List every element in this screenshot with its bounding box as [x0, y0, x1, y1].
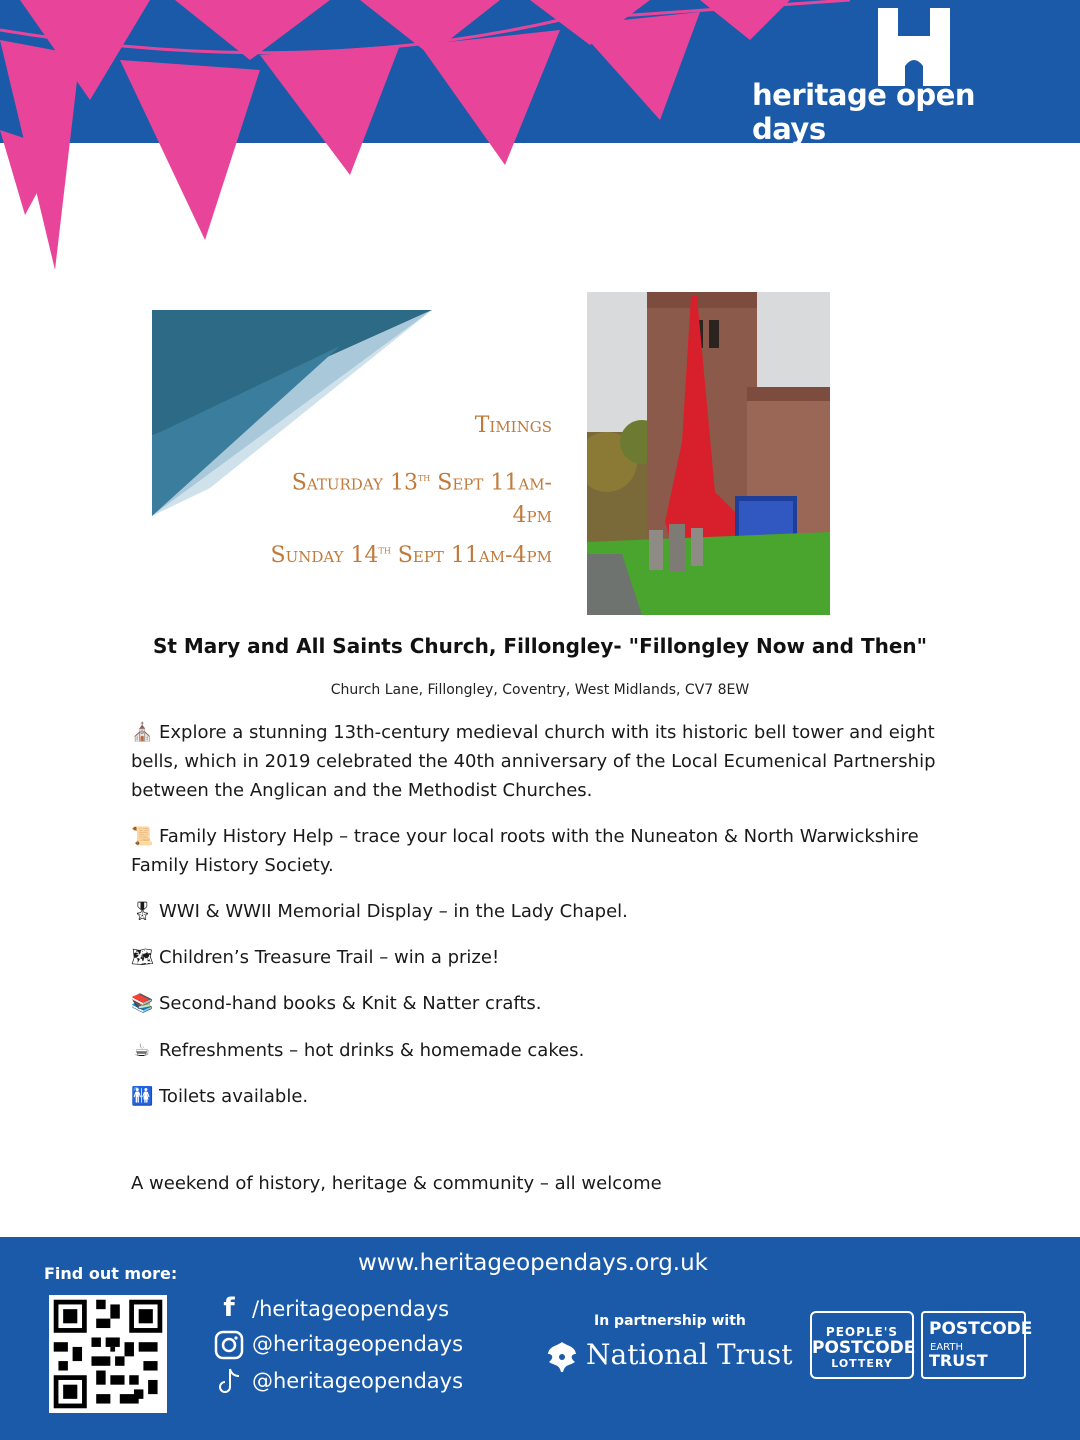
- paragraph-toilets: [131, 1082, 961, 1111]
- sunday-timing: [220, 543, 552, 568]
- bunting-flag: [575, 12, 700, 120]
- paragraph-text: Children’s Treasure Trail – win a prize!: [159, 947, 500, 968]
- saturday-timing: [260, 461, 552, 532]
- facebook-icon: f: [223, 1293, 235, 1323]
- tiktok-link[interactable]: [212, 1367, 463, 1397]
- paragraph-church: [131, 718, 961, 805]
- instagram-handle: @heritageopendays: [252, 1332, 464, 1356]
- timings-heading: Timings: [474, 413, 552, 438]
- books-icon: 📚: [131, 993, 154, 1014]
- sunday-ordinal: th: [378, 543, 391, 557]
- closing-line: A weekend of history, heritage & community – all welcome: [131, 1173, 662, 1194]
- paragraph-text: Second-hand books & Knit & Natter crafts.: [159, 993, 542, 1014]
- national-trust-logo: National Trust: [586, 1338, 793, 1371]
- paragraph-text: Refreshments – hot drinks & homemade cakes.: [159, 1040, 585, 1061]
- saturday-ordinal: th: [417, 471, 431, 484]
- heritage-open-days-logo-icon: [878, 8, 950, 88]
- logo-text: heritage open days: [752, 78, 976, 146]
- bunting-flag: [260, 45, 400, 175]
- scroll-icon: 📜: [131, 826, 154, 847]
- paragraph-text: Toilets available.: [159, 1086, 309, 1107]
- postcode-earth-trust-logo: [921, 1311, 1033, 1379]
- sunday-date: Sunday 14: [270, 543, 379, 568]
- church-icon: ⛪: [131, 722, 154, 743]
- paragraph-text: WWI & WWII Memorial Display – in the Lady Chapel.: [159, 901, 628, 922]
- pet-line1: POSTCODE: [929, 1319, 1033, 1339]
- bunting-flag: [700, 0, 790, 40]
- facebook-link[interactable]: [212, 1293, 449, 1323]
- medal-icon: 🎖: [131, 901, 154, 922]
- event-address: Church Lane, Fillongley, Coventry, West Midlands, CV7 8EW: [330, 682, 750, 698]
- instagram-icon: [212, 1330, 246, 1360]
- paragraph-text: Explore a stunning 13th-century medieval church with its historic bell tower and eight bells, which in 2019 celebrated the 40th anniversary of the Local Ecumenical Partnership between the Anglican and the Methodist Churches.: [131, 722, 936, 801]
- pet-line2: EARTH: [930, 1342, 964, 1353]
- restroom-icon: 🚻: [131, 1086, 154, 1107]
- oak-leaf-icon: [545, 1340, 579, 1374]
- saturday-time: Sept 11am-: [430, 470, 552, 496]
- sunday-time: Sept 11am-4pm: [390, 543, 552, 568]
- instagram-link[interactable]: [212, 1330, 463, 1360]
- ppl-line3: LOTTERY: [831, 1357, 893, 1370]
- tiktok-icon: [212, 1367, 246, 1397]
- qr-code[interactable]: [49, 1295, 167, 1413]
- peoples-postcode-lottery-logo: [810, 1311, 914, 1379]
- ppl-line1: PEOPLE'S: [825, 1325, 899, 1339]
- paragraph-text: Family History Help – trace your local roots with the Nuneaton & North Warwickshire Family History Society.: [131, 826, 919, 876]
- ppl-line2: POSTCODE: [812, 1338, 916, 1358]
- bunting-flag: [120, 60, 260, 240]
- paragraph-memorial: [131, 897, 961, 926]
- paragraph-family-history: [131, 822, 961, 880]
- paragraph-books: [131, 989, 961, 1018]
- facebook-handle: /heritageopendays: [252, 1297, 450, 1321]
- paragraph-refreshments: [131, 1036, 961, 1065]
- event-title: St Mary and All Saints Church, Fillongley- "Fillongley Now and Then": [152, 634, 928, 658]
- bunting-flag: [420, 30, 560, 165]
- tiktok-handle: @heritageopendays: [252, 1369, 464, 1393]
- coffee-icon: ☕: [133, 1040, 151, 1061]
- partnership-label: In partnership with: [594, 1313, 746, 1329]
- website-link[interactable]: www.heritageopendays.org.uk: [358, 1250, 708, 1276]
- pet-line3: TRUST: [929, 1351, 988, 1370]
- map-icon: 🗺: [131, 947, 154, 968]
- paragraph-treasure-trail: [131, 943, 961, 972]
- find-out-more-label: Find out more:: [44, 1264, 178, 1283]
- saturday-time-end: 4pm: [512, 503, 552, 529]
- saturday-date: Saturday 13: [291, 470, 418, 496]
- church-photo: [587, 292, 830, 615]
